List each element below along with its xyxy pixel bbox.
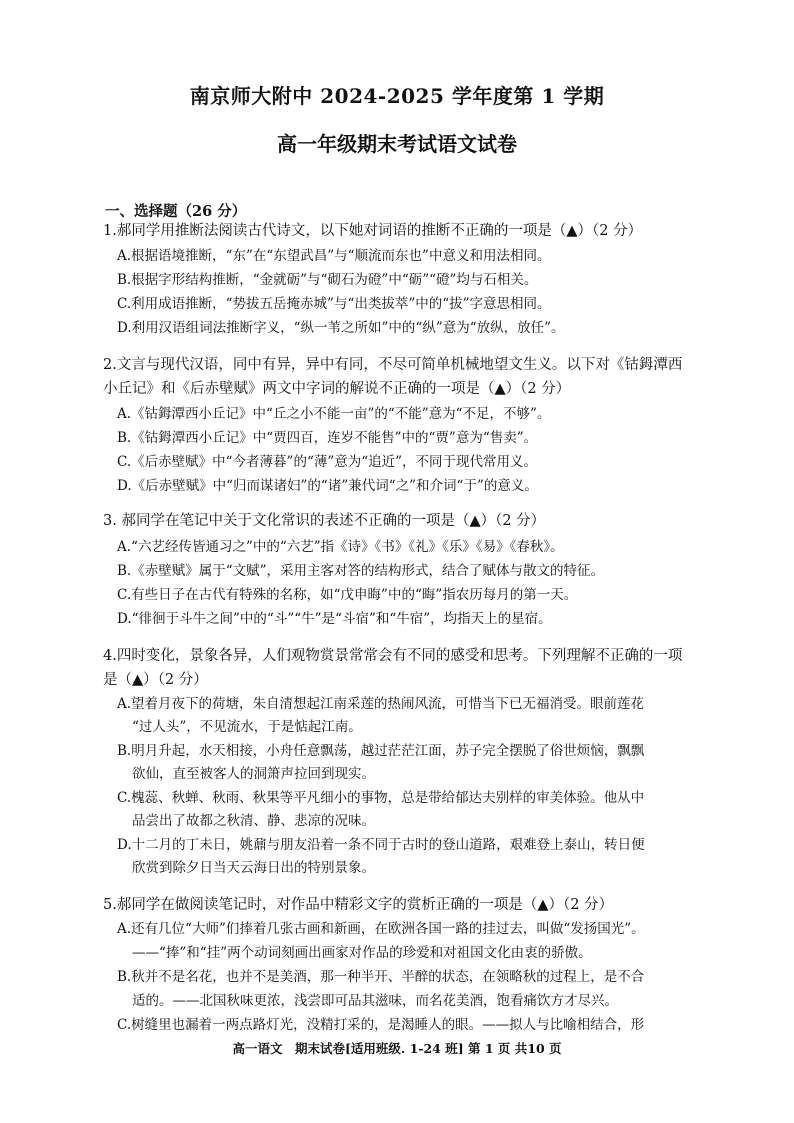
exam-subtitle: 高一年级期末考试语文试卷 bbox=[277, 132, 517, 156]
question-5-option-b-line-2: 适的。——北国秋味更浓，浅尝即可品其滋味，而名花美酒，饱看痛饮方才尽兴。 bbox=[132, 993, 618, 1009]
question-4-option-b-line-1: B.明月升起，水天相接，小舟任意飘荡，越过茫茫江面，苏子完全摆脱了俗世烦恼，飘飘 bbox=[117, 743, 645, 759]
question-1-option-d: D.利用汉语组词法推断字义，“纵一苇之所如”中的“纵”意为“放纵，放任”。 bbox=[117, 320, 565, 336]
question-4-option-c-line-1: C.槐蕊、秋蝉、秋雨、秋果等平凡细小的事物，总是带给郁达夫别样的审美体验。他从中 bbox=[117, 790, 645, 806]
question-1-stem: 1.郝同学用推断法阅读古代诗文，以下她对词语的推断不正确的一项是（▲）（2 分） bbox=[103, 223, 643, 239]
question-4-option-a-line-1: A.望着月夜下的荷塘，朱自清想起江南采莲的热闹风流，可惜当下已无福消受。眼前莲花 bbox=[117, 696, 645, 712]
question-5-option-a-line-1: A.还有几位“大师”们捧着几张古画和新画，在欧洲各国一路的挂过去，叫做“发扬国光”。 bbox=[117, 921, 645, 937]
question-1-option-a: A.根据语境推断，“东”在“东望武昌”与“顺流而东也”中意义和用法相同。 bbox=[117, 248, 551, 264]
question-5-option-a-line-2: ——“捧”和“挂”两个动词刻画出画家对作品的珍爱和对祖国文化由衷的骄傲。 bbox=[132, 945, 592, 961]
question-2-stem-line-1: 2.文言与现代汉语，同中有异，异中有同，不尽可简单机械地望文生义。以下对《钴鉧潭西 bbox=[103, 357, 683, 373]
question-2-option-b: B.《钴鉧潭西小丘记》中“贾四百，连岁不能售”中的“贾”意为“售卖”。 bbox=[117, 430, 538, 446]
page-footer: 高一语文 期末试卷[适用班级. 1-24 班] 第 1 页 共10 页 bbox=[232, 1041, 562, 1056]
question-4-option-c-line-2: 品尝出了故都之秋清、静、悲凉的况味。 bbox=[132, 813, 375, 829]
question-2-option-d: D.《后赤壁赋》中“归而谋诸妇”的“诸”兼代词“之”和介词“于”的意义。 bbox=[117, 478, 538, 494]
question-1-option-b: B.根据字形结构推断，“金就砺”与“砌石为磴”中“砺”“磴”均与石相关。 bbox=[117, 272, 538, 288]
question-5-stem: 5.郝同学在做阅读笔记时，对作品中精彩文字的赏析正确的一项是（▲）（2 分） bbox=[103, 897, 614, 913]
question-3-option-a: A.“六艺经传皆通习之”中的“六艺”指《诗》《书》《礼》《乐》《易》《春秋》。 bbox=[117, 539, 564, 555]
question-3-option-b: B.《赤壁赋》属于“文赋”，采用主客对答的结构形式，结合了赋体与散文的特征。 bbox=[117, 563, 605, 579]
question-4-option-a-line-2: “过人头”，不见流水，于是惦起江南。 bbox=[132, 719, 362, 735]
question-4-stem-line-1: 4.四时变化，景象各异，人们观物赏景常常会有不同的感受和思考。下列理解不正确的一项 bbox=[103, 648, 683, 664]
section-heading: 一、选择题（26 分） bbox=[105, 203, 247, 220]
question-3-stem: 3. 郝同学在笔记中关于文化常识的表述不正确的一项是（▲）（2 分） bbox=[103, 513, 546, 529]
question-5-option-c-line-1: C.树缝里也漏着一两点路灯光，没精打采的，是渴睡人的眼。——拟人与比喻相结合，形 bbox=[117, 1017, 645, 1033]
question-4-stem-line-2: 是（▲）（2 分） bbox=[103, 672, 208, 688]
exam-title: 南京师大附中 2024-2025 学年度第 1 学期 bbox=[189, 84, 605, 108]
question-2-option-c: C.《后赤壁赋》中“今者薄暮”的“薄”意为“追近”，不同于现代常用义。 bbox=[117, 454, 538, 470]
question-5-option-b-line-1: B.秋并不是名花，也并不是美酒，那一种半开、半醉的状态，在领略秋的过程上，是不合 bbox=[117, 969, 645, 985]
question-1-option-c: C.利用成语推断，“势拔五岳掩赤城”与“出类拔萃”中的“拔”字意思相同。 bbox=[117, 296, 551, 312]
question-2-option-a: A.《钴鉧潭西小丘记》中“丘之小不能一亩”的“不能”意为“不足，不够”。 bbox=[117, 406, 551, 422]
question-2-stem-line-2: 小丘记》和《后赤壁赋》两文中字词的解说不正确的一项是（▲）（2 分） bbox=[103, 381, 571, 397]
question-4-option-d-line-2: 欣赏到除夕日当天云海日出的特别景象。 bbox=[132, 860, 375, 876]
question-3-option-c: C.有些日子在古代有特殊的名称，如“戊申晦”中的“晦”指农历每月的第一天。 bbox=[117, 587, 578, 603]
question-3-option-d: D.“徘徊于斗牛之间”中的“斗”“牛”是“斗宿”和“牛宿”，均指天上的星宿。 bbox=[117, 611, 552, 627]
question-4-option-b-line-2: 欲仙，直至被客人的洞箫声拉回到现实。 bbox=[132, 766, 375, 782]
question-4-option-d-line-1: D.十二月的丁未日，姚鼐与朋友沿着一条不同于古时的登山道路，艰难登上泰山，转日便 bbox=[117, 837, 645, 853]
